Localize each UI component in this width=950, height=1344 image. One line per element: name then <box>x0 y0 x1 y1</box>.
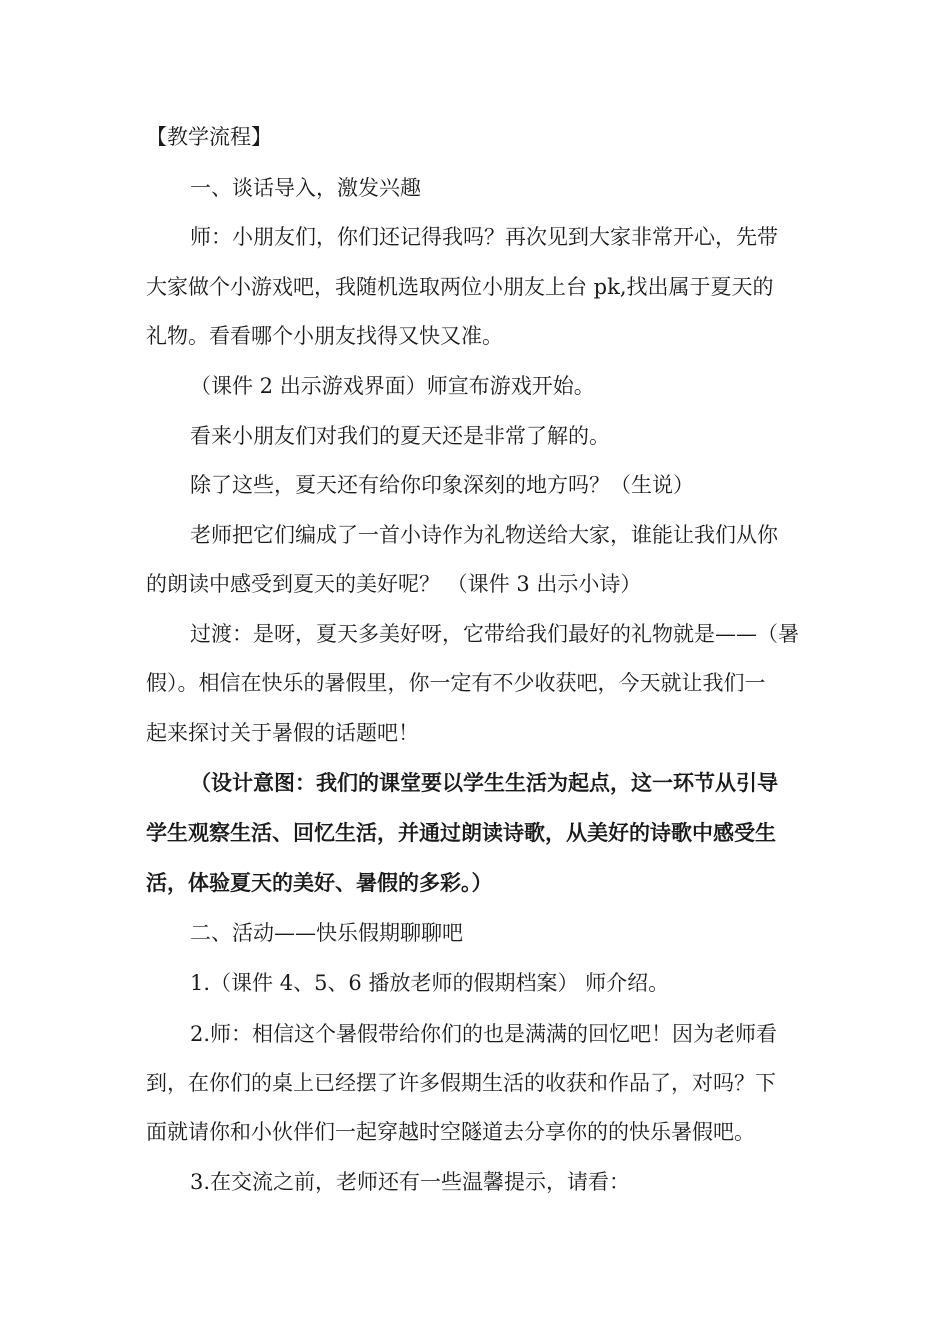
paragraph-line: 大家做个小游戏吧，我随机选取两位小朋友上台 pk,找出属于夏天的 <box>146 275 774 299</box>
heading: 【教学流程】 <box>146 125 272 149</box>
design-intent-line: 活，体验夏天的美好、暑假的多彩。） <box>146 870 493 895</box>
list-item: 3.在交流之前，老师还有一些温馨提示，请看： <box>190 1170 631 1194</box>
design-intent-line: 学生观察生活、回忆生活，并通过朗读诗歌，从美好的诗歌中感受生 <box>146 820 776 845</box>
list-item: 1.（课件 4、5、6 播放老师的假期档案） 师介绍。 <box>190 971 670 995</box>
paragraph-line: 过渡：是呀，夏天多美好呀，它带给我们最好的礼物就是——（暑 <box>190 622 799 646</box>
paragraph-line: 的朗读中感受到夏天的美好呢？ （课件 3 出示小诗） <box>146 572 642 596</box>
paragraph-line: 礼物。看看哪个小朋友找得又快又准。 <box>146 324 503 348</box>
paragraph-line: 老师把它们编成了一首小诗作为礼物送给大家，谁能让我们从你 <box>190 523 778 547</box>
design-intent-line: （设计意图：我们的课堂要以学生生活为起点，这一环节从引导 <box>190 770 778 795</box>
paragraph-line: 起来探讨关于暑假的话题吧！ <box>146 721 419 745</box>
section1-title: 一、谈话导入，激发兴趣 <box>190 176 421 200</box>
paragraph-line: 除了这些，夏天还有给你印象深刻的地方吗？（生说） <box>190 473 694 497</box>
paragraph-line: 假）。相信在快乐的暑假里，你一定有不少收获吧，今天就让我们一 <box>146 671 766 695</box>
list-item: 2.师：相信这个暑假带给你们的也是满满的回忆吧！因为老师看 <box>190 1022 778 1046</box>
paragraph-line: 到，在你们的桌上已经摆了许多假期生活的收获和作品了，对吗？下 <box>146 1071 776 1095</box>
paragraph-line: 看来小朋友们对我们的夏天还是非常了解的。 <box>190 424 610 448</box>
paragraph-line: （课件 2 出示游戏界面）师宣布游戏开始。 <box>190 374 595 398</box>
paragraph-line: 师：小朋友们，你们还记得我吗？再次见到大家非常开心，先带 <box>190 225 778 249</box>
section2-title: 二、活动——快乐假期聊聊吧 <box>190 921 463 945</box>
paragraph-line: 面就请你和小伙伴们一起穿越时空隧道去分享你的的快乐暑假吧。 <box>146 1120 755 1144</box>
